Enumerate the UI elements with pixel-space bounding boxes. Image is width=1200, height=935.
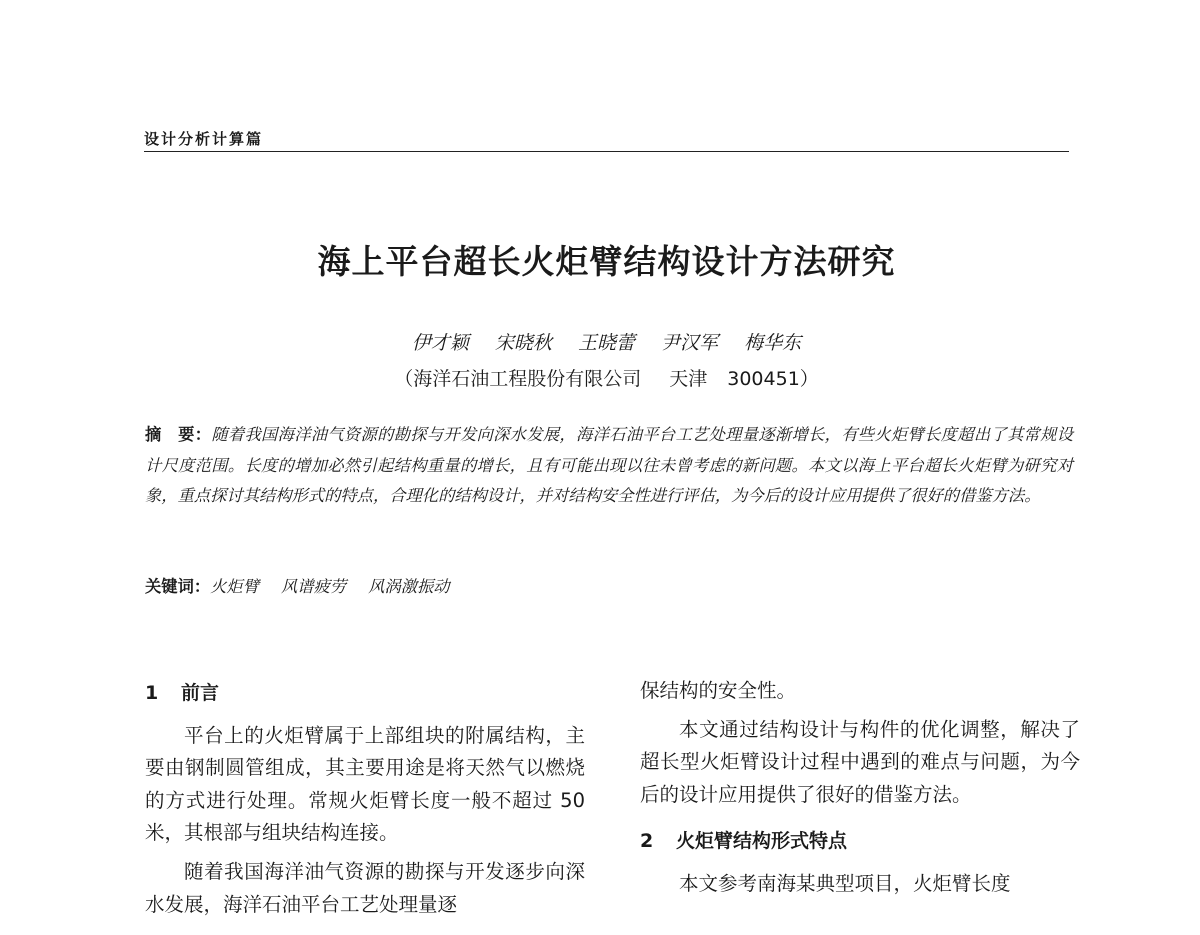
author-name: 尹汉军 [661,332,719,354]
abstract-text: 随着我国海洋油气资源的勘探与开发向深水发展，海洋石油平台工艺处理量逐渐增长，有些火炬臂长度超出了其常规设计尺度范围。长度的增加必然引起结构重量的增长，且有可能出现以往未曾考虑的新问题。本文以海上平台超长火炬臂为研究对象，重点探讨其结构形式的特点，合理化的结构设计，并对结构安全性进行评估，为今后的设计应用提供了很好的借鉴方法。 [145,425,1073,505]
author-list [0,328,1200,355]
right-column [640,675,1080,901]
paragraph: 保结构的安全性。 [640,679,797,702]
affiliation-open-paren: （ [394,368,414,390]
paragraph: 随着我国海洋油气资源的勘探与开发逐步向深水发展，海洋石油平台工艺处理量逐 [145,859,585,916]
section-label: 设计分析计算篇 [144,130,264,148]
author-name: 王晓蕾 [577,332,635,354]
paragraph: 平台上的火炬臂属于上部组块的附属结构，主要由钢制圆管组成，其主要用途是将天然气以燃烧的方式进行处理。常规火炬臂长度一般不超过 50 米，其根部与组块结构连接。 [145,723,585,845]
author-name: 梅华东 [744,332,802,354]
header-rule [144,151,1069,152]
affiliation-org: 海洋石油工程股份有限公司 [413,368,642,390]
abstract [145,420,1073,512]
section-title: 火炬臂结构形式特点 [676,830,848,853]
section-heading-introduction [145,677,585,710]
affiliation-postcode: 300451 [727,368,800,390]
section-number: 2 [640,830,654,853]
section-title: 前言 [181,682,220,704]
keyword: 火炬臂 [210,577,259,596]
affiliation-city: 天津 [669,368,708,390]
paragraph: 本文参考南海某典型项目，火炬臂长度 [679,871,1011,895]
keyword: 风涡激振动 [368,577,450,596]
section-number: 1 [145,682,159,704]
author-name: 伊才颖 [411,332,469,354]
keywords [145,573,1073,601]
paragraph: 本文通过结构设计与构件的优化调整，解决了超长型火炬臂设计过程中遇到的难点与问题，为今后的设计应用提供了很好的借鉴方法。 [640,717,1080,806]
keywords-label: 关键词： [145,577,211,596]
section-heading-structure [640,825,1080,858]
left-column [145,677,585,921]
abstract-label: 摘 要： [145,425,212,444]
author-name: 宋晓秋 [494,332,552,354]
affiliation-close-paren: ） [799,368,819,390]
affiliation [0,364,1200,391]
keyword: 风谱疲劳 [281,577,347,596]
paper-title: 海上平台超长火炬臂结构设计方法研究 [317,242,896,281]
